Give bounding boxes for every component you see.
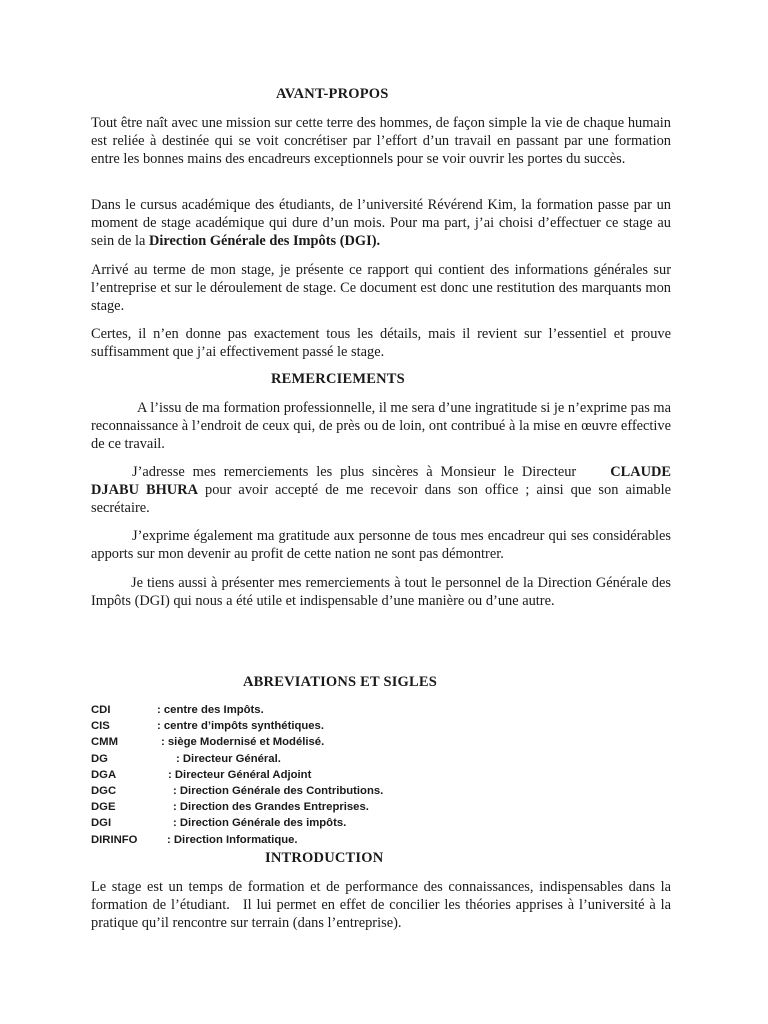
introduction-paragraph-1 (91, 878, 671, 932)
abbreviation-definition: : siège Modernisé et Modélisé. (161, 736, 325, 749)
paragraph-text: Dans le cursus académique des étudiants, de l’université Révérend Kim, la formation passe par un moment de stage académique qui dure d’un mois. Pour ma part, j’ai choisi d’effectuer ce stage au sein de la (91, 197, 671, 249)
abbreviation-item (91, 767, 311, 783)
abbreviation-definition: : Directeur Général Adjoint (168, 768, 312, 781)
avant-propos-paragraph-3: Arrivé au terme de mon stage, je présente ce rapport qui contient des informations générales sur l’entreprise et sur le déroulement de stage. Ce document est donc une restitution des marquants mon stage. (91, 262, 671, 314)
abbreviation-code: CIS (91, 720, 110, 733)
introduction-heading: INTRODUCTION (265, 850, 384, 866)
abbreviation-code: DGE (91, 801, 116, 814)
abbreviation-definition: : Direction Informatique. (167, 833, 298, 846)
remerciements-paragraph-1: A l’issu de ma formation professionnelle, il me sera d’une ingratitude si je n’exprime pas ma reconnaissance à l’endroit de ceux qui, de près ou de loin, ont contribué à la mise en œuvre effective de ce travail. (91, 400, 671, 452)
abbreviation-definition: : Directeur Général. (176, 752, 281, 765)
abbreviation-code: DGC (91, 785, 117, 797)
dgi-bold-text: Direction Générale des Impôts (DGI). (148, 233, 381, 249)
abbreviation-item (91, 734, 324, 750)
avant-propos-paragraph-1: Tout être naît avec une mission sur cette terre des hommes, de façon simple la vie de chaque humain est reliée à destinée qui se voit concrétiser par l’effort d’un travail en passant par une formation entre les bonnes mains des encadreurs exceptionnels pour se voir ouvrir les portes du succès. (91, 115, 671, 167)
abbreviation-item (91, 751, 281, 767)
abbreviation-item (91, 799, 369, 815)
abreviations-heading: ABREVIATIONS ET SIGLES (243, 674, 438, 690)
abbreviation-code: DGA (91, 768, 117, 781)
paragraph-text: J’adresse mes remerciements les plus sincères à Monsieur le Directeur (132, 464, 577, 480)
abbreviation-item (91, 702, 264, 718)
director-name: CLAUDE DJABU BHURA (91, 464, 671, 498)
abbreviation-item (91, 718, 324, 734)
paragraph-text: Le stage est un temps de formation et de performance des connaissances, indispensables dans la formation de l’étudiant. (91, 879, 671, 913)
abbreviation-definition: : centre des Impôts. (157, 704, 264, 716)
remerciements-paragraph-3: J’exprime également ma gratitude aux personne de tous mes encadreur qui ses considérables apports sur mon devenir au profit de cette nation ne sont pas démontrer. (91, 528, 671, 562)
remerciements-paragraph-4: Je tiens aussi à présenter mes remerciements à tout le personnel de la Direction Générale des Impôts (DGI) qui nous a été utile et indispensable d’une manière ou d’une autre. (91, 575, 671, 609)
remerciements-paragraph-2 (91, 463, 671, 517)
abbreviation-code: DGI (91, 817, 112, 830)
abbreviation-item (91, 815, 346, 831)
abbreviation-definition: : Direction Générale des Contributions. (173, 785, 384, 797)
abbreviation-definition: : Direction Générale des impôts. (173, 817, 347, 830)
abbreviation-list (91, 702, 671, 852)
avant-propos-paragraph-2 (91, 196, 671, 250)
remerciements-heading: REMERCIEMENTS (271, 371, 405, 387)
abbreviation-item (91, 832, 298, 848)
paragraph-text: pour avoir accepté de me recevoir dans son office ; ainsi que son aimable secrétaire. (91, 482, 671, 516)
paragraph-text: Il lui permet en effet de concilier les théories apprises à l’université à la pratique qu’il rencontre sur terrain (dans l’entreprise). (91, 897, 671, 931)
avant-propos-heading: AVANT-PROPOS (276, 86, 389, 102)
abbreviation-item (91, 783, 383, 799)
abbreviation-code: CDI (91, 704, 111, 716)
abbreviation-code: DG (91, 752, 108, 765)
abbreviation-definition: : Direction des Grandes Entreprises. (173, 801, 369, 814)
abbreviation-definition: : centre d’impôts synthétiques. (157, 720, 324, 733)
abbreviation-code: CMM (91, 736, 118, 749)
avant-propos-paragraph-4: Certes, il n’en donne pas exactement tous les détails, mais il revient sur l’essentiel et prouve suffisamment que j’ai effectivement passé le stage. (91, 326, 671, 360)
abbreviation-code: DIRINFO (91, 833, 138, 846)
